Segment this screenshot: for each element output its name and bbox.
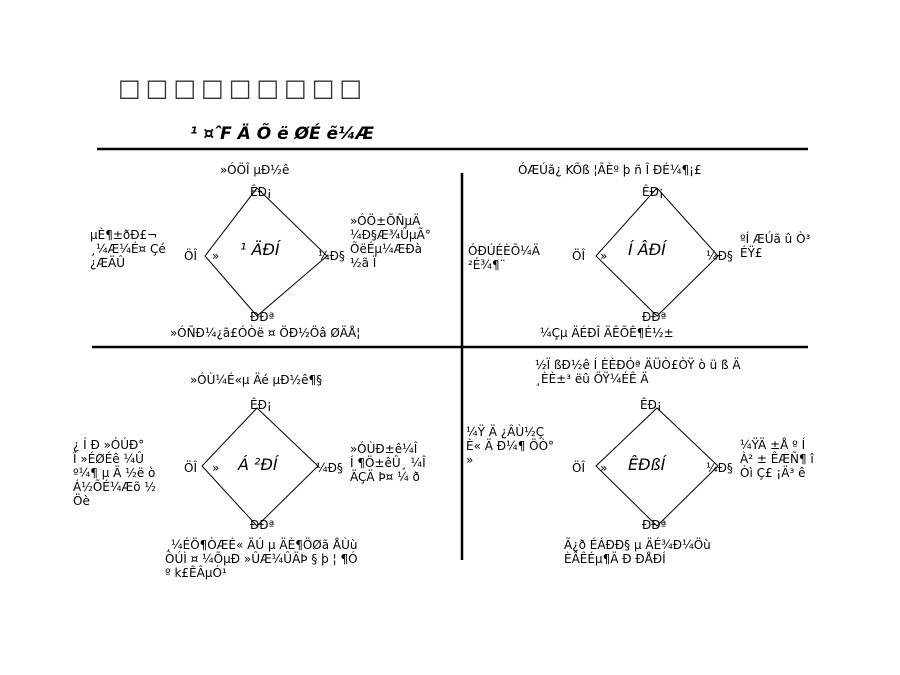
- q2-side-left: ÓÐÚÉÈÕ¼Ä ²É¾¶¨: [468, 244, 540, 272]
- q3-left-arrow: »: [212, 461, 220, 475]
- q4-left-arrow: »: [600, 461, 608, 475]
- q1-bottom-label: ÐÐª: [250, 310, 275, 324]
- q1-left-label: ÖÎ: [184, 249, 197, 263]
- q4-left-label: ÖÎ: [572, 461, 585, 475]
- q1-center-label: ¹ ÄÐÍ: [240, 240, 280, 259]
- q3-center-label: Á ²ÐÍ: [238, 455, 278, 474]
- q3-caption-bottom: ¸¼ÉÖ¶ÒÆÉ« ÄÚ µ ÄÈ¶ÖØã ÅÙù ÒÚÌ ¤ ¼ÕµÐ »ÛÆ¼ÛÄÞ § þ ¦ ¶Ó º k£ÊÂµÓ¹: [165, 538, 358, 580]
- q4-side-right: ¼ŸÄ ±Å º Í À² ± ÊÆÑ¶ î Òì Ç£ ¡Ä³ ê: [740, 438, 814, 480]
- q3-side-left: ¿ Í Ð »ÓÚÐ° Î »ÉØÉê ¼Û º¼¶ µ Ä ½ë ò Á½ÕÉ¼Æõ ½ Öè: [73, 438, 156, 508]
- q3-side-right: »ÓÙÐ±ê¼Î Í ¶Ö±êÛ¸ ¼Î ÄÇÄ Þ¤ ¼ ð: [350, 442, 426, 484]
- q4-right-label: ¼Ð§: [706, 461, 733, 475]
- q4-side-left: ¼Ÿ Ä ¿ÂÙ½Ç È« Ä Ð¼¶ ÖÒ° »: [466, 425, 555, 467]
- q2-caption-top: ÓÆÚã¿ KÕß ¦ÃÈº þ ñ Î ÐÉ¼¶¡£: [518, 163, 702, 177]
- q2-top-label: ÊÐ¡: [642, 185, 664, 199]
- page-title: □□□□□□□□□: [118, 74, 368, 102]
- q1-left-arrow: »: [212, 249, 220, 263]
- q3-caption-top: »ÓÙ¼É«µ Äé µÐ½ê¶§: [190, 373, 323, 387]
- q1-top-label: ÊÐ¡: [250, 185, 272, 199]
- q4-caption-bottom: Ã¿ð ÉÁÐÐ§ µ ÄÉ¾Ð¼Öù ÈÂÊÉµ¶Ä Ð ÐÅÐÍ: [564, 538, 711, 566]
- page-subtitle: ¹ ¤ ̂F Ä Õ ë ØÉ ẽ¼Æ: [190, 124, 375, 144]
- q1-side-right: »ÓÖ±ÕÑµÄ ¼Ð§Æ¾ÛµÃ° ÕëÉµ¼ÆÐà ½ã Ï: [350, 214, 431, 270]
- q2-left-arrow: »: [600, 249, 608, 263]
- q2-side-right: ºÍ ÆÚã û Ò³ ÉŸ£: [740, 232, 811, 260]
- q1-side-left: µÈ¶±ðÐ£¬ ¸¼Æ¼É¤ Çé ¿ÆÄÛ: [90, 228, 166, 270]
- q4-center-label: ÊÐßÍ: [628, 455, 666, 474]
- q4-bottom-label: ÐÐª: [642, 518, 667, 532]
- q2-center-label: Í ÂÐÍ: [628, 240, 666, 259]
- q1-right-label: ¼Ð§: [318, 249, 345, 263]
- q3-right-label: ¼Ð§: [316, 461, 343, 475]
- q3-bottom-label: ÐÐª: [250, 518, 275, 532]
- q2-left-label: ÖÎ: [572, 249, 585, 263]
- q2-right-label: ¼Ð§: [706, 249, 733, 263]
- q3-top-label: ÊÐ¡: [250, 398, 272, 412]
- q2-caption-bottom: ¼Çµ ÄÉÐÎ ÄÊÕÊ¶É½±: [540, 326, 674, 340]
- q1-caption-top: »ÓÖÎ µÐ½ê: [220, 163, 290, 177]
- q4-top-label: ÊÐ¡: [640, 398, 662, 412]
- q2-bottom-label: ÐÐª: [642, 310, 667, 324]
- q3-left-label: ÖÎ: [184, 461, 197, 475]
- q1-caption-bottom: »ÓÑÐ¼¿ã£ÓÒë ¤ ÖÐ½Öâ ØÄÅ¦: [170, 326, 361, 340]
- q4-caption-top: ½Ï ßÐ½ê Í ÈÈÐÓª ÄÜÒ£ÒŸ ò ü ß Ä ¸ÈÈ±³ ëû ÖŸ¼ÉÊ Ä: [535, 358, 741, 386]
